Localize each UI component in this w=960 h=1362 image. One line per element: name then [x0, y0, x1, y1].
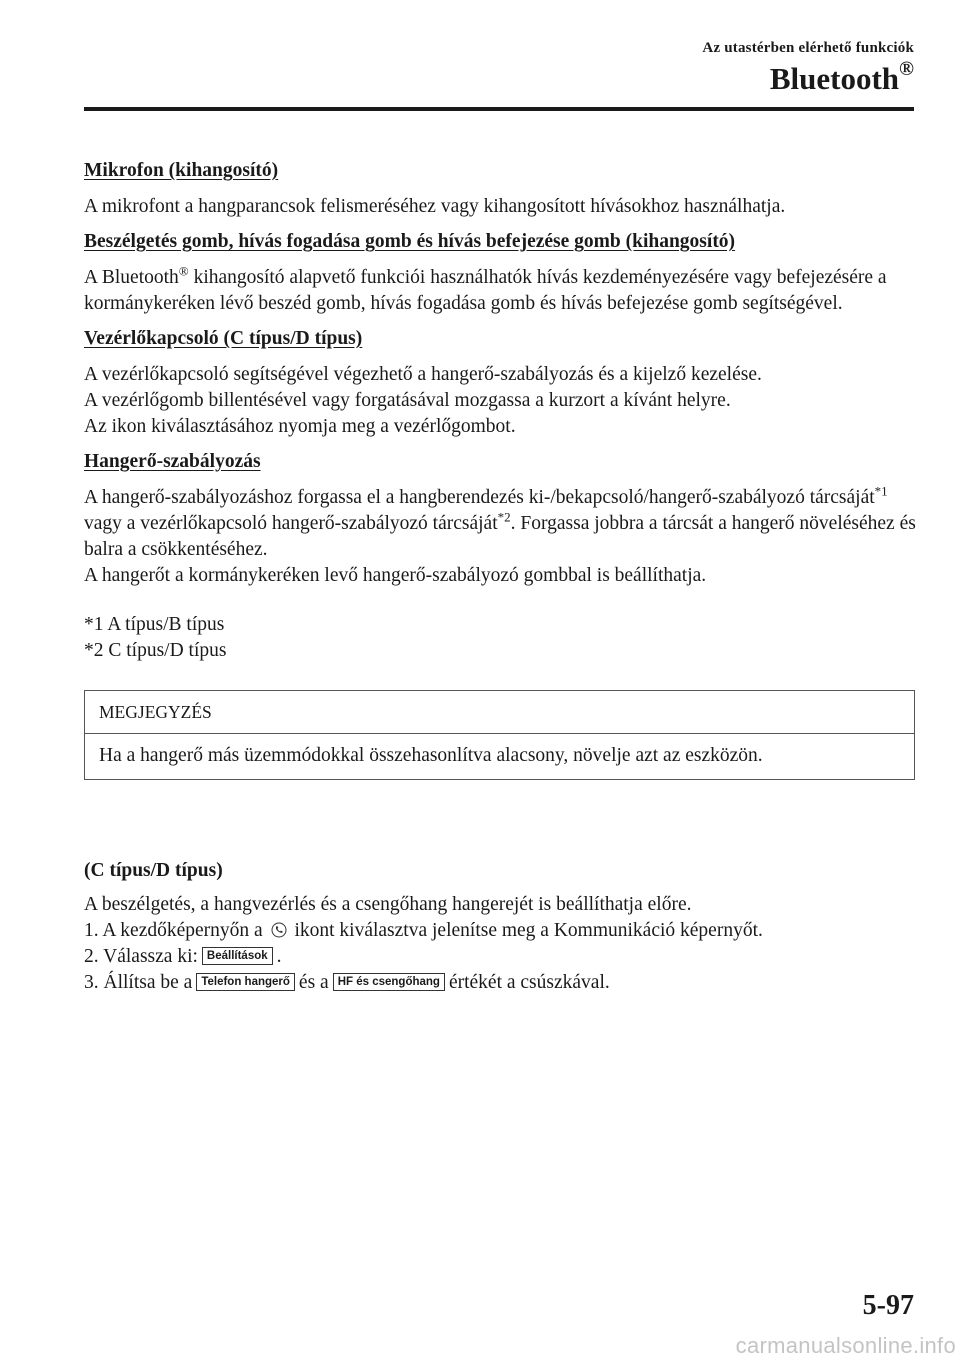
volume-text-c: . Forgassa jobbra a tárcsát a hangerő növeléséhez és balra a csökkentéséhez.: [84, 513, 916, 560]
step1-text-b: ikont kiválasztva jelenítse meg a Kommunikáció képernyőt.: [294, 920, 763, 941]
ctype-intro: A beszélgetés, a hangvezérlés és a csengőhang hangerejét is beállíthatja előre.: [84, 894, 692, 915]
talk-text-a: A Bluetooth: [84, 267, 179, 288]
step1-text-a: 1. A kezdőképernyőn a: [84, 920, 263, 941]
footnote-ref-2: *2: [497, 509, 511, 525]
ctype-step-1: [84, 918, 916, 944]
settings-button-label: Beállítások: [202, 947, 273, 965]
controller-text: [84, 362, 916, 440]
phone-volume-button-label: Telefon hangerő: [196, 973, 295, 991]
talk-text: [84, 265, 916, 317]
ctype-step-2: [84, 944, 916, 970]
talk-registered-mark: ®: [178, 263, 189, 279]
volume-text-b: vagy a vezérlőkapcsoló hangerő-szabályozó tárcsáját: [84, 513, 498, 534]
watermark: carmanualsonline.info: [735, 1333, 956, 1358]
volume-text-a: A hangerő-szabályozáshoz forgassa el a hangberendezés ki-/bekapcsoló/hangerő-szabályozó tárcsáját: [84, 487, 875, 508]
note-text: Ha a hangerő más üzemmódokkal összehasonlítva alacsony, növelje azt az eszközön.: [99, 745, 763, 766]
controller-line-1: A vezérlőkapcsoló segítségével végezhető a hangerő-szabályozás és a kijelző kezelése.: [84, 364, 762, 385]
step3-text-mid: és a: [298, 972, 329, 993]
header-title-text: Bluetooth: [769, 61, 900, 96]
controller-line-2: A vezérlőgomb billentésével vagy forgatásával mozgassa a kurzort a kívánt helyre.: [84, 390, 731, 411]
mic-heading: Mikrofon (kihangosító): [84, 160, 279, 181]
footnote-1: *1 A típus/B típus: [84, 614, 225, 635]
note-box: [84, 690, 915, 780]
mic-text: A mikrofont a hangparancsok felismeréséhez vagy kihangosított hívásokhoz használhatja.: [84, 196, 786, 217]
volume-text: [84, 485, 916, 589]
controller-line-3: Az ikon kiválasztásához nyomja meg a vezérlőgombot.: [84, 416, 516, 437]
talk-text-b: kihangosító alapvető funkciói használhatók hívás kezdeményezésére vagy befejezésére a kormánykeréken lévő beszéd gomb, hívás fogadása gomb és hívás befejezése gomb segítségével.: [84, 267, 887, 314]
ringtone-volume-button-label: HF és csengőhang: [333, 973, 445, 991]
controller-heading: Vezérlőkapcsoló (C típus/D típus): [84, 328, 363, 349]
page-content: [84, 158, 916, 996]
phone-icon: [271, 922, 287, 938]
header-rule: [84, 107, 914, 111]
page-number: 5-97: [862, 1290, 914, 1321]
footnote-2: *2 C típus/D típus: [84, 640, 227, 661]
spacer: [84, 598, 916, 612]
header-section-label: Az utastérben elérhető funkciók: [702, 40, 914, 56]
ctype-heading: (C típus/D típus): [84, 860, 223, 881]
step3-text-b: értékét a csúszkával.: [448, 972, 610, 993]
talk-heading: Beszélgetés gomb, hívás fogadása gomb és hívás befejezése gomb (kihangosító): [84, 231, 736, 252]
volume-text-d: A hangerőt a kormánykeréken levő hangerő-szabályozó gombbal is beállíthatja.: [84, 565, 707, 586]
header-title: [770, 58, 914, 97]
step2-text-b: .: [276, 946, 282, 967]
step2-text-a: 2. Válassza ki:: [84, 946, 198, 967]
ctype-step-3: [84, 970, 916, 996]
footnote-ref-1: *1: [874, 483, 888, 499]
note-title: MEGJEGYZÉS: [85, 691, 914, 734]
registered-mark: ®: [899, 58, 914, 80]
step3-text-a: 3. Állítsa be a: [84, 972, 193, 993]
volume-heading: Hangerő-szabályozás: [84, 451, 261, 472]
